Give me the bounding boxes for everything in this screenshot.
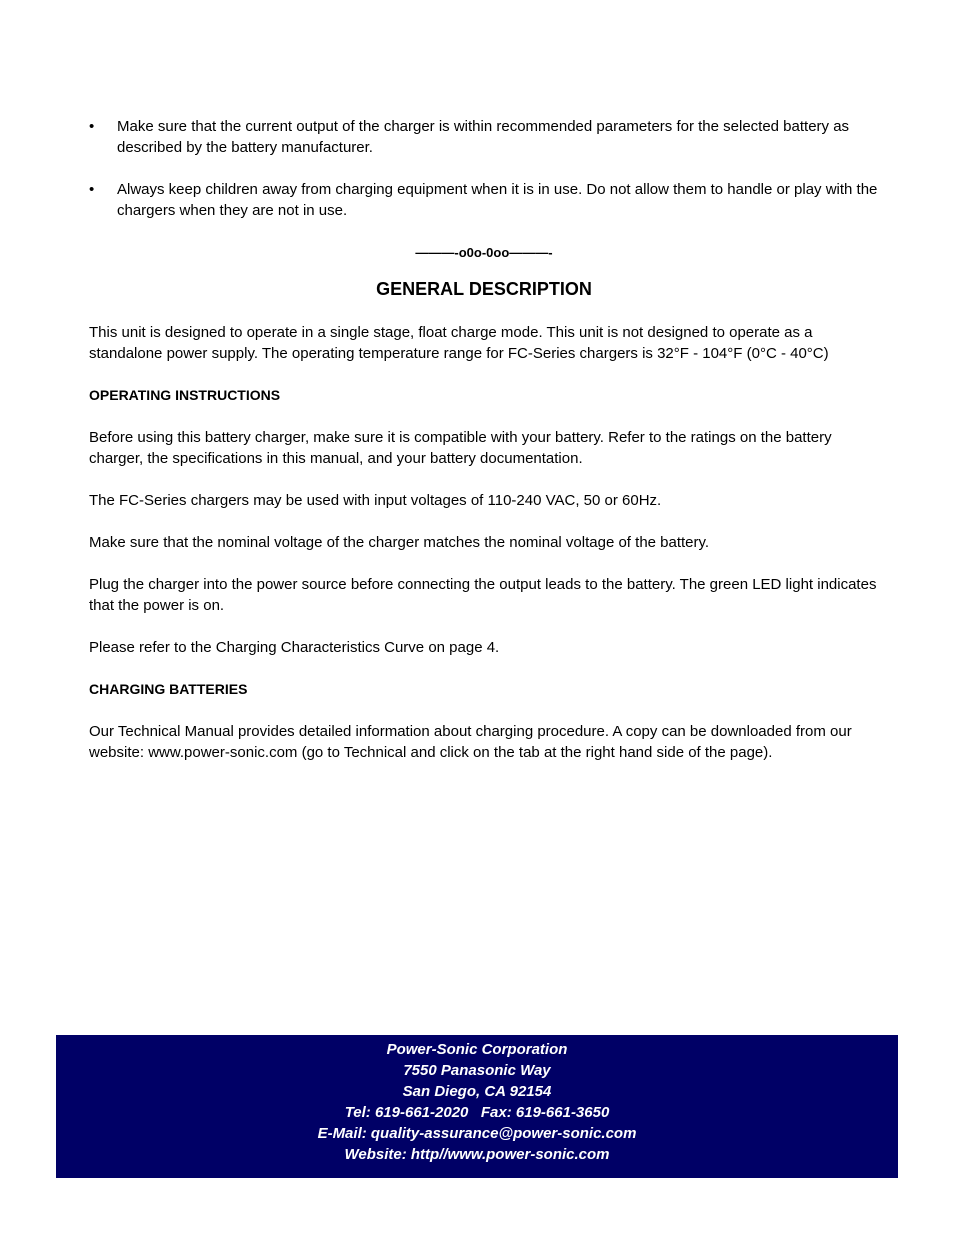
footer-company: Power-Sonic Corporation [386,1041,568,1058]
page-content [89,116,879,784]
operating-instructions-paragraph: The FC-Series chargers may be used with input voltages of 110-240 VAC, 50 or 60Hz. [89,492,662,509]
footer-street: 7550 Panasonic Way [403,1062,551,1079]
footer-email: E-Mail: quality-assurance@power-sonic.com [317,1125,637,1142]
section-separator: ———-o0o-0oo———- [415,245,553,260]
operating-instructions-paragraph: Please refer to the Charging Characteristics Curve on page 4. [89,639,500,656]
general-description-text: This unit is designed to operate in a single stage, float charge mode. This unit is not designed to operate as a standalone power supply. The operating temperature range for FC-Series chargers is 32°F - 104°F (0°C - 40°C) [89,324,829,362]
list-item [89,116,879,158]
bullet-text: Make sure that the current output of the charger is within recommended parameters for the selected battery as described by the battery manufacturer. [117,118,850,156]
safety-bullet-list [89,116,879,221]
list-item [89,179,879,221]
operating-instructions-paragraph: Before using this battery charger, make sure it is compatible with your battery. Refer to the ratings on the battery charger, the specifications in this manual, and your battery documentation. [89,429,832,467]
footer-city: San Diego, CA 92154 [402,1083,552,1100]
bullet-icon: • [89,181,95,198]
operating-instructions-heading: OPERATING INSTRUCTIONS [89,387,281,403]
charging-batteries-text: Our Technical Manual provides detailed information about charging procedure. A copy can be downloaded from our website: www.power-sonic.com (go to Technical and click on the tab at the right hand side of the page). [89,723,852,761]
footer-phone: Tel: 619-661-2020 Fax: 619-661-3650 [344,1104,610,1121]
bullet-icon: • [89,118,95,135]
footer-website: Website: http//www.power-sonic.com [344,1146,610,1163]
operating-instructions-paragraph: Make sure that the nominal voltage of the charger matches the nominal voltage of the battery. [89,534,710,551]
general-description-title: GENERAL DESCRIPTION [376,279,592,299]
charging-batteries-heading: CHARGING BATTERIES [89,681,248,697]
operating-instructions-paragraph: Plug the charger into the power source before connecting the output leads to the battery. The green LED light indicates that the power is on. [89,576,877,614]
bullet-text: Always keep children away from charging equipment when it is in use. Do not allow them to handle or play with the chargers when they are not in use. [117,181,878,219]
contact-footer [56,1035,898,1178]
